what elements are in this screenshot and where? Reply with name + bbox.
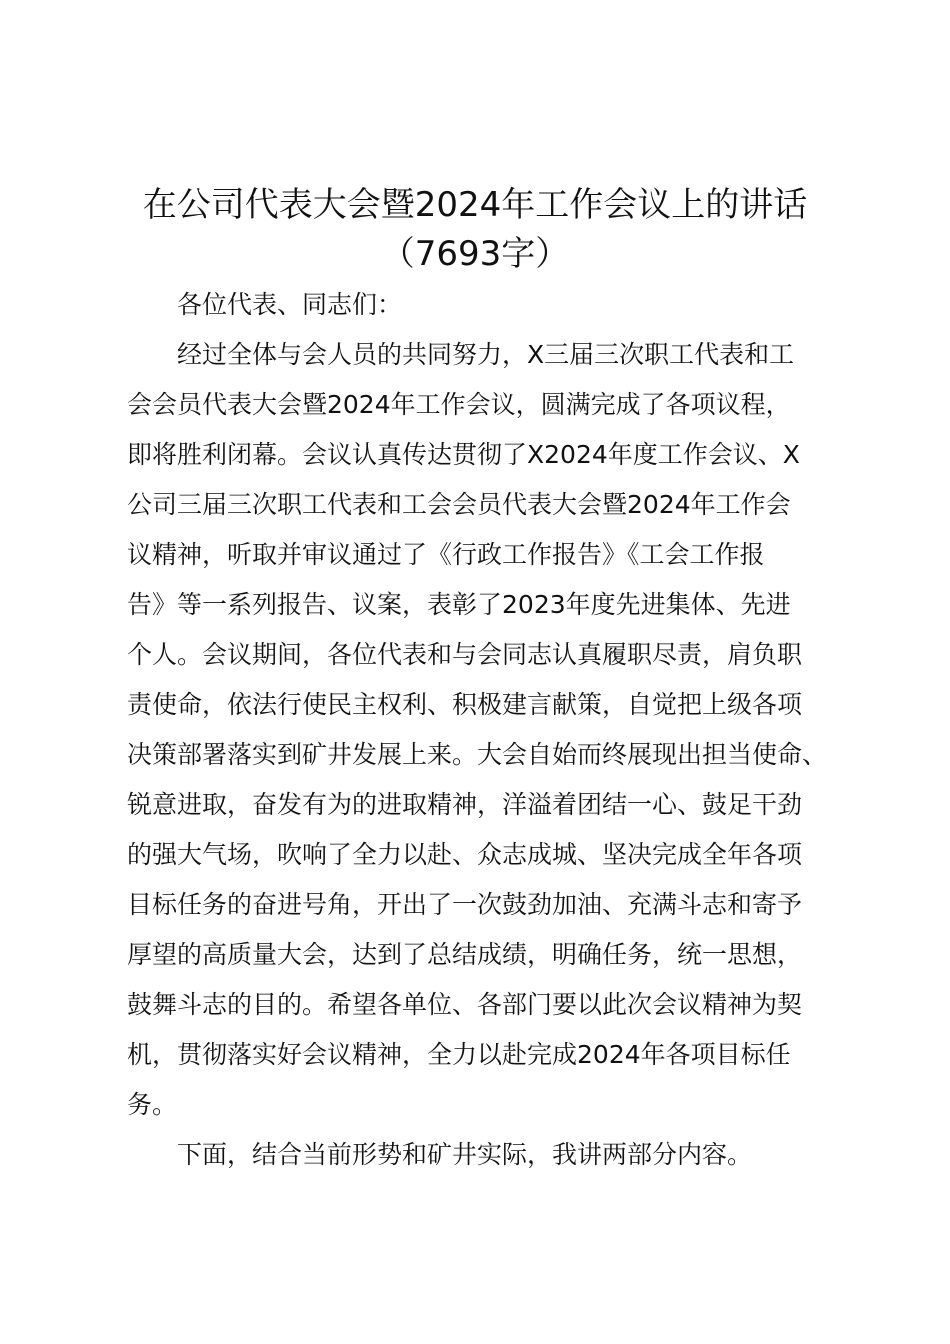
salutation bbox=[127, 280, 847, 330]
paragraph-line: 告》等一系列报告、议案，表彰了2023年度先进集体、先进 bbox=[127, 590, 791, 619]
paragraph-line: 目标任务的奋进号角，开出了一次鼓劲加油、充满斗志和寄予 bbox=[127, 890, 803, 919]
paragraph-1 bbox=[127, 330, 847, 1130]
paragraph-line: 经过全体与会人员的共同努力，X三届三次职工代表和工 bbox=[177, 340, 795, 369]
document-word-count: （7693字） bbox=[380, 234, 570, 274]
paragraph-line: 的强大气场，吹响了全力以赴、众志成城、坚决完成全年各项 bbox=[127, 840, 803, 869]
paragraph-line: 会会员代表大会暨2024年工作会议，圆满完成了各项议程， bbox=[127, 390, 791, 419]
document-title: 在公司代表大会暨2024年工作会议上的讲话 bbox=[142, 185, 808, 225]
paragraph-line: 个人。会议期间，各位代表和与会同志认真履职尽责，肩负职 bbox=[127, 640, 803, 669]
paragraph-line: 决策部署落实到矿井发展上来。大会自始而终展现出担当使命、 bbox=[127, 740, 828, 769]
paragraph-line: 公司三届三次职工代表和工会会员代表大会暨2024年工作会 bbox=[127, 490, 791, 519]
paragraph-line: 责使命，依法行使民主权利、积极建言献策，自觉把上级各项 bbox=[127, 690, 803, 719]
paragraph-line: 厚望的高质量大会，达到了总结成绩，明确任务，统一思想， bbox=[127, 940, 803, 969]
paragraph-line: 议精神，听取并审议通过了《行政工作报告》《工会工作报 bbox=[127, 540, 765, 569]
paragraph-line: 机，贯彻落实好会议精神，全力以赴完成2024年各项目标任 bbox=[127, 1040, 791, 1069]
paragraph-line: 即将胜利闭幕。会议认真传达贯彻了X2024年度工作会议、X bbox=[127, 440, 800, 469]
paragraph-line: 鼓舞斗志的目的。希望各单位、各部门要以此次会议精神为契 bbox=[127, 990, 803, 1019]
paragraph-2 bbox=[127, 1130, 847, 1180]
paragraph-line: 下面，结合当前形势和矿井实际，我讲两部分内容。 bbox=[177, 1140, 753, 1169]
paragraph-line: 锐意进取，奋发有为的进取精神，洋溢着团结一心、鼓足干劲 bbox=[127, 790, 803, 819]
paragraph-line: 务。 bbox=[127, 1090, 178, 1119]
salutation-text: 各位代表、同志们： bbox=[177, 290, 403, 319]
